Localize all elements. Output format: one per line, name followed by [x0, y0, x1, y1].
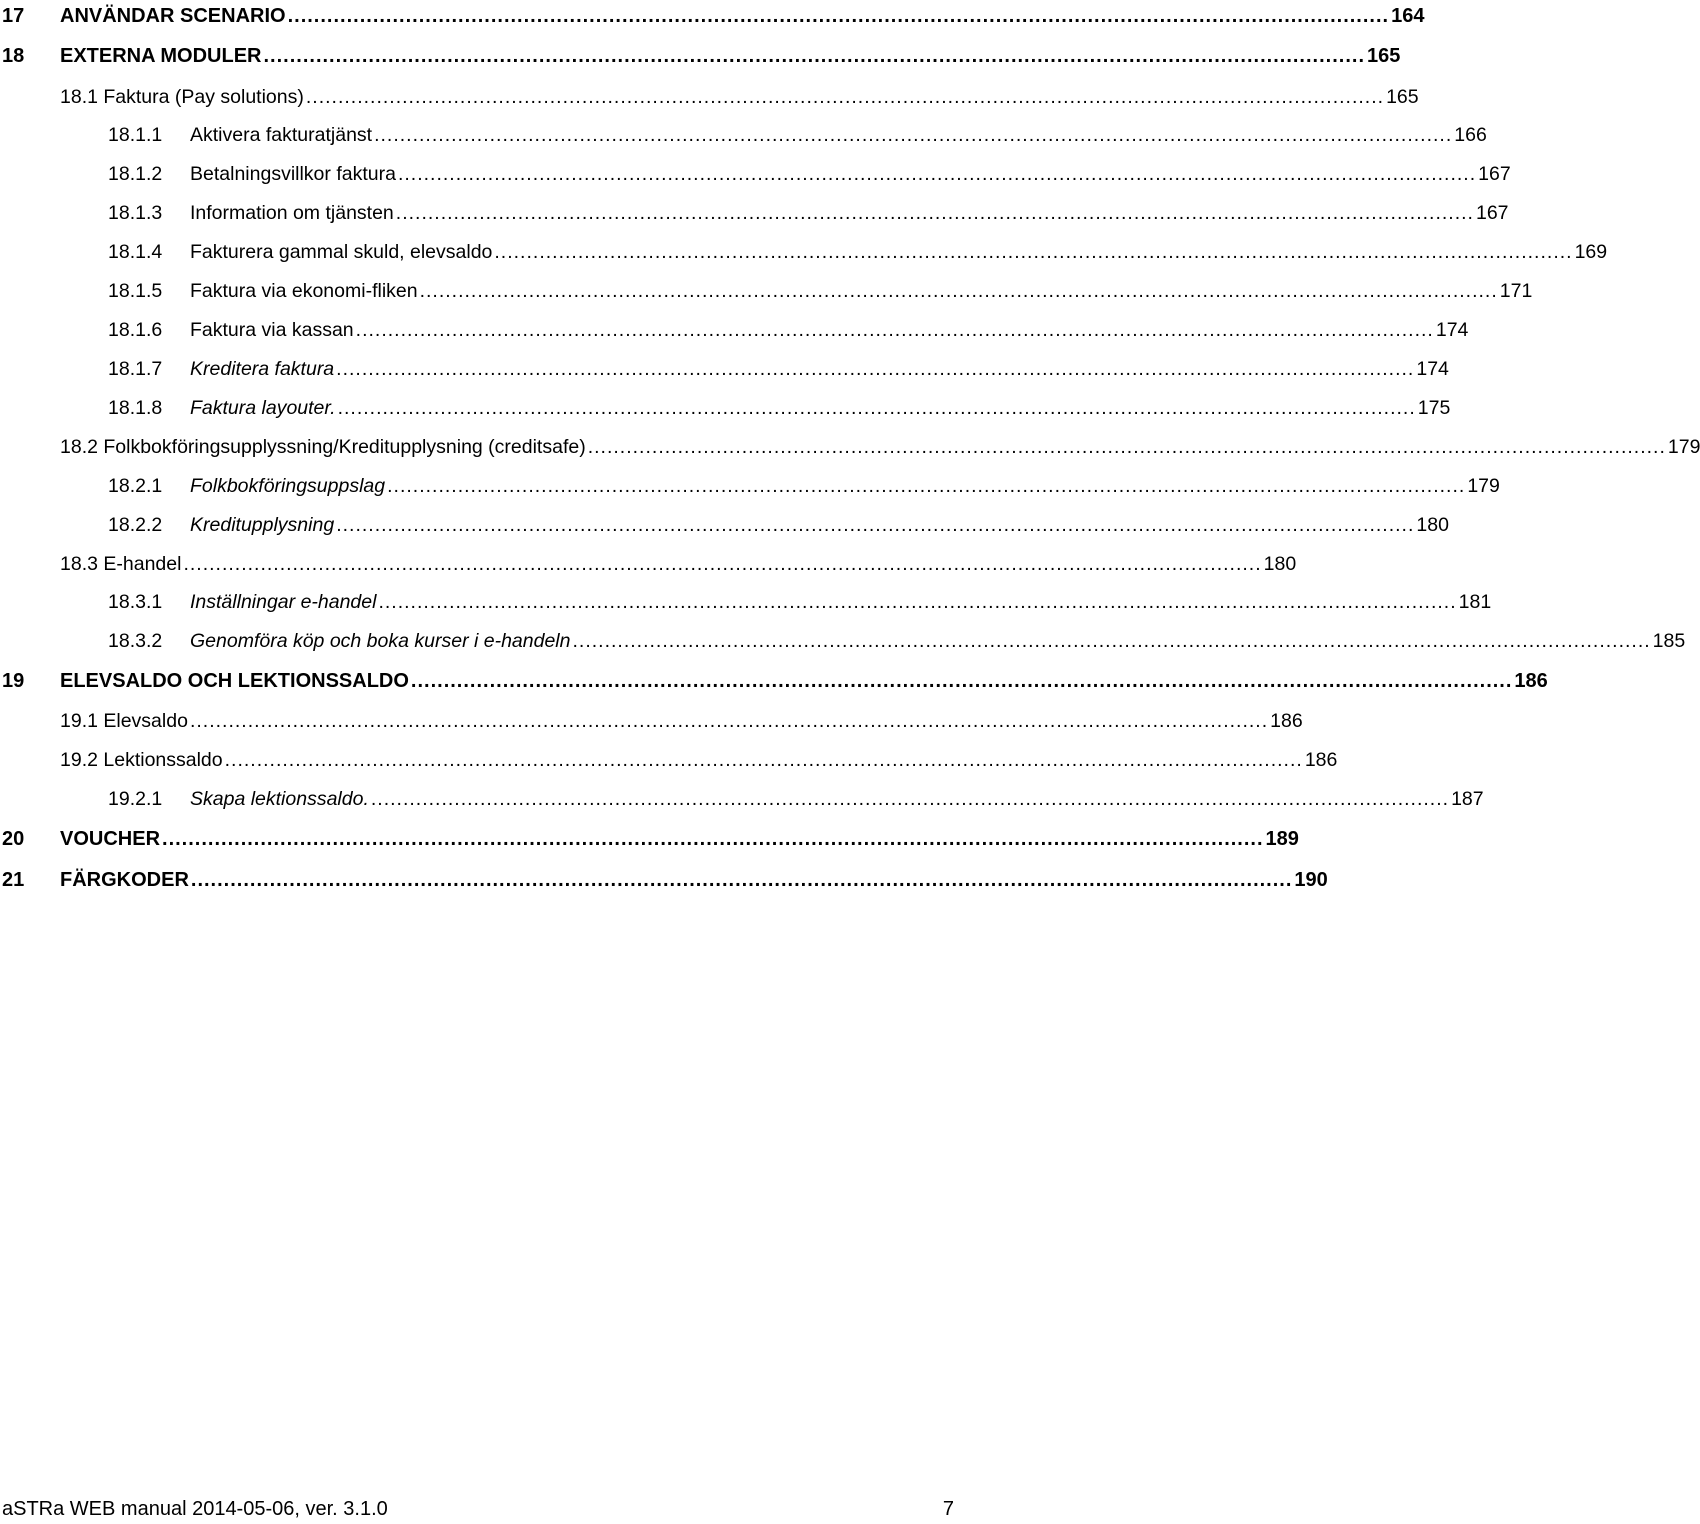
toc-entry-number: 18.2.2 — [108, 514, 163, 536]
toc-entry-page: 167 — [1475, 202, 1509, 224]
toc-entry[interactable] — [0, 784, 1484, 814]
toc-dot-leader: ........................................................................................................................................................................ — [336, 514, 1415, 536]
toc-entry-label: Folkbokföringsupplyssning/Kreditupplysning (creditsafe) — [103, 436, 586, 458]
toc-entry[interactable] — [0, 393, 1451, 423]
toc-entry-number: 18.1 — [60, 86, 98, 108]
toc-entry-page: 179 — [1467, 475, 1500, 497]
toc-entry-label: E-handel — [103, 553, 182, 575]
toc-dot-leader: ........................................................................................................................................................................ — [305, 86, 1385, 108]
toc-dot-leader: ........................................................................................................................................................................ — [572, 630, 1651, 652]
toc-entry[interactable] — [0, 706, 1303, 736]
toc-entry-page: 171 — [1499, 280, 1533, 302]
toc-entry-title: VOUCHER — [60, 828, 161, 850]
toc-dot-leader: ........................................................................................................................................................................ — [410, 670, 1513, 692]
toc-entry-title: Kreditupplysning — [190, 514, 335, 536]
toc-entry-title — [60, 745, 223, 775]
toc-entry-page: 190 — [1294, 869, 1328, 891]
toc-entry[interactable] — [0, 626, 1686, 656]
toc-entry[interactable] — [0, 865, 1328, 895]
toc-entry[interactable] — [0, 745, 1338, 775]
toc-entry-number: 19 — [2, 670, 25, 692]
toc-entry-title: Betalningsvillkor faktura — [190, 163, 396, 185]
toc-entry-page: 167 — [1478, 163, 1511, 185]
toc-entry-page: 179 — [1667, 436, 1700, 458]
toc-entry-number: 18.1.3 — [108, 202, 163, 224]
toc-entry-title: Aktivera fakturatjänst — [190, 124, 373, 146]
toc-entry-title: EXTERNA MODULER — [60, 45, 262, 67]
toc-entry-page: 189 — [1265, 828, 1299, 850]
toc-entry-page: 186 — [1304, 749, 1338, 771]
toc-dot-leader: ........................................................................................................................................................................ — [395, 202, 1474, 224]
toc-entry-page: 186 — [1270, 710, 1303, 732]
footer-document-title: aSTRa WEB manual 2014-05-06, ver. 3.1.0 — [2, 1498, 388, 1520]
toc-entry-title: ELEVSALDO OCH LEKTIONSSALDO — [60, 670, 409, 692]
toc-entry[interactable] — [0, 237, 1608, 267]
toc-entry-number: 18.2 — [60, 436, 98, 458]
toc-dot-leader: ........................................................................................................................................................................ — [336, 358, 1415, 380]
toc-entry-number: 18.1.5 — [108, 280, 163, 302]
toc-dot-leader: ........................................................................................................................................................................ — [189, 710, 1269, 732]
toc-entry-number: 19.1 — [60, 710, 98, 732]
toc-entry-page: 180 — [1416, 514, 1449, 536]
toc-entry-number: 18.1.1 — [108, 124, 163, 146]
toc-entry-number: 18.1.7 — [108, 358, 163, 380]
toc-entry-title: Folkbokföringsuppslag — [190, 475, 386, 497]
toc-entry-number: 18.1.6 — [108, 319, 163, 341]
toc-dot-leader: ........................................................................................................................................................................ — [162, 828, 1264, 850]
toc-entry-label: Faktura (Pay solutions) — [103, 86, 304, 108]
toc-entry[interactable] — [0, 354, 1449, 384]
toc-entry[interactable] — [0, 198, 1509, 228]
toc-dot-leader: ........................................................................................................................................................................ — [419, 280, 1498, 302]
toc-entry-number: 18.3 — [60, 553, 98, 575]
toc-entry-number: 17 — [2, 5, 25, 27]
toc-entry-page: 187 — [1451, 788, 1484, 810]
toc-entry-title — [60, 706, 188, 736]
toc-entry-title: FÄRGKODER — [60, 869, 189, 891]
toc-entry-title: Skapa lektionssaldo. — [190, 788, 369, 810]
toc-entry[interactable] — [0, 159, 1511, 189]
toc-dot-leader: ........................................................................................................................................................................ — [337, 397, 1416, 419]
toc-entry-title: Kreditera faktura — [190, 358, 335, 380]
toc-dot-leader: ........................................................................................................................................................................ — [224, 749, 1303, 771]
toc-entry-page: 164 — [1391, 5, 1425, 27]
toc-dot-leader: ........................................................................................................................................................................ — [370, 788, 1450, 810]
toc-entry-title — [60, 82, 304, 112]
toc-entry-page: 166 — [1454, 124, 1487, 146]
toc-entry-title: Faktura via ekonomi-fliken — [190, 280, 418, 302]
toc-dot-leader: ........................................................................................................................................................................ — [355, 319, 1434, 341]
toc-entry[interactable] — [0, 315, 1469, 345]
toc-entry-title — [60, 549, 181, 579]
toc-entry[interactable] — [0, 510, 1449, 540]
page-footer — [0, 1494, 956, 1524]
toc-entry-number: 18 — [2, 45, 25, 67]
toc-entry-number: 20 — [2, 828, 25, 850]
toc-entry-title: Fakturera gammal skuld, elevsaldo — [190, 241, 493, 263]
toc-entry[interactable] — [0, 276, 1533, 306]
toc-dot-leader: ........................................................................................................................................................................ — [387, 475, 1466, 497]
toc-dot-leader: ........................................................................................................................................................................ — [263, 45, 1365, 67]
toc-entry-number: 21 — [2, 869, 25, 891]
toc-entry-number: 18.1.8 — [108, 397, 163, 419]
toc-entry-label: Lektionssaldo — [103, 749, 223, 771]
toc-entry-page: 169 — [1574, 241, 1608, 263]
toc-entry-number: 19.2.1 — [108, 788, 163, 810]
toc-dot-leader: ........................................................................................................................................................................ — [494, 241, 1573, 263]
toc-entry-title: Information om tjänsten — [190, 202, 394, 224]
toc-entry-page: 180 — [1263, 553, 1297, 575]
toc-entry[interactable] — [0, 666, 1548, 696]
toc-entry-title: ANVÄNDAR SCENARIO — [60, 5, 286, 27]
toc-entry-page: 185 — [1652, 630, 1686, 652]
toc-entry-page: 186 — [1514, 670, 1548, 692]
toc-entry-page: 165 — [1367, 45, 1401, 67]
toc-entry-page: 165 — [1386, 86, 1419, 108]
toc-dot-leader: ........................................................................................................................................................................ — [190, 869, 1293, 891]
toc-entry[interactable] — [0, 120, 1487, 150]
toc-entry-page: 175 — [1417, 397, 1451, 419]
toc-entry[interactable] — [0, 432, 1700, 462]
toc-dot-leader: ........................................................................................................................................................................ — [287, 5, 1390, 27]
toc-entry-title: Faktura via kassan — [190, 319, 354, 341]
toc-entry-title — [60, 432, 586, 462]
toc-entry-number: 19.2 — [60, 749, 98, 771]
toc-entry[interactable] — [0, 82, 1419, 112]
footer-page-number: 7 — [942, 1498, 954, 1520]
toc-entry[interactable] — [0, 549, 1297, 579]
toc-entry[interactable] — [0, 587, 1492, 617]
toc-dot-leader: ........................................................................................................................................................................ — [378, 591, 1457, 613]
toc-entry-number: 18.1.4 — [108, 241, 163, 263]
toc-entry-number: 18.3.2 — [108, 630, 163, 652]
toc-entry-label: Elevsaldo — [103, 710, 188, 732]
toc-entry-number: 18.1.2 — [108, 163, 163, 185]
toc-entry-page: 174 — [1435, 319, 1469, 341]
toc-entry-number: 18.2.1 — [108, 475, 163, 497]
toc-entry[interactable] — [0, 41, 1401, 71]
toc-entry-title: Inställningar e-handel — [190, 591, 377, 613]
toc-entry-title: Genomföra köp och boka kurser i e-handeln — [190, 630, 571, 652]
toc-entry[interactable] — [0, 471, 1500, 501]
toc-dot-leader: ........................................................................................................................................................................ — [183, 553, 1262, 575]
toc-dot-leader: ........................................................................................................................................................................ — [397, 163, 1477, 185]
toc-entry-number: 18.3.1 — [108, 591, 163, 613]
toc-entry-title: Faktura layouter. — [190, 397, 336, 419]
toc-entry-page: 181 — [1458, 591, 1492, 613]
toc-entry-page: 174 — [1416, 358, 1449, 380]
toc-dot-leader: ........................................................................................................................................................................ — [587, 436, 1666, 458]
toc-entry[interactable] — [0, 1, 1425, 31]
toc-dot-leader: ........................................................................................................................................................................ — [374, 124, 1453, 146]
toc-entry[interactable] — [0, 824, 1299, 854]
